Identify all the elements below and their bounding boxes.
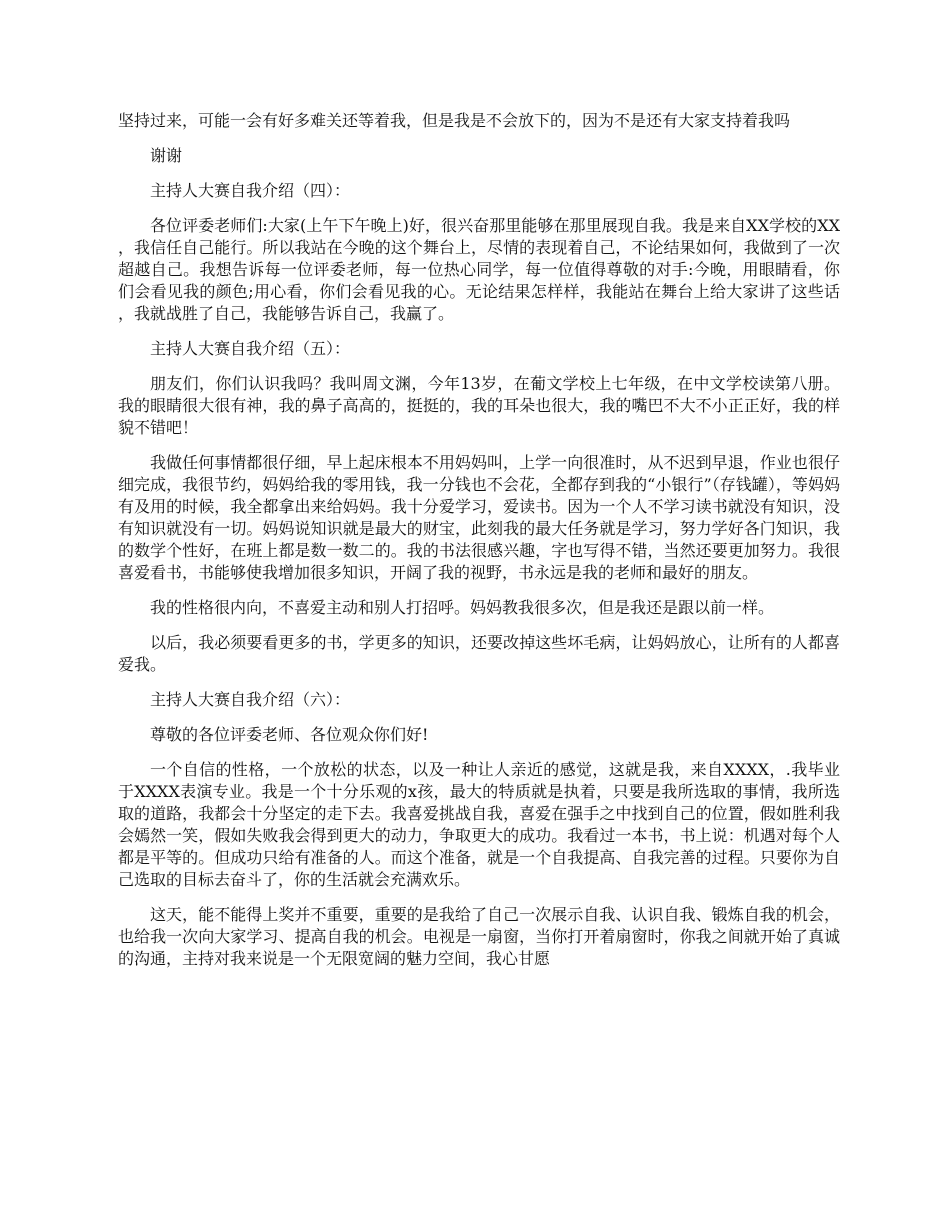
paragraph: 一个自信的性格，一个放松的状态，以及一种让人亲近的感觉，这就是我，来自XXXX，.我毕业于XXXX表演专业。我是一个十分乐观的x孩，最大的特质就是执着，只要是我所选取的事情，我所选取的道路，我都会十分坚定的走下去。我喜爱挑战自我，喜爱在强手之中找到自己的位置，假如胜利我会嫣然一笑，假如失败我会得到更大的动力，争取更大的成功。我看过一本书，书上说：机遇对每个人都是平等的。但成功只给有准备的人。而这个准备，就是一个自我提高、自我完善的过程。只要你为自己选取的目标去奋斗了，你的生活就会充满欢乐。 bbox=[118, 760, 840, 889]
document-body bbox=[118, 110, 840, 983]
paragraph: 这天，能不能得上奖并不重要，重要的是我给了自己一次展示自我、认识自我、锻炼自我的机会，也给我一次向大家学习、提高自我的机会。电视是一扇窗，当你打开着扇窗时，你我之间就开始了真诚的沟通，主持对我来说是一个无限宽阔的魅力空间，我心甘愿 bbox=[118, 905, 840, 968]
section-heading-4: 主持人大赛自我介绍（四）： bbox=[150, 181, 351, 200]
paragraph-thanks: 谢谢 bbox=[150, 146, 183, 165]
paragraph: 朋友们，你们认识我吗？我叫周文渊，今年13岁，在葡文学校上七年级，在中文学校读第八册。我的眼睛很大很有神，我的鼻子高高的，挺挺的，我的耳朵也很大，我的嘴巴不大不小正正好，我的样貌不错吧！ bbox=[118, 374, 840, 437]
section-heading-6: 主持人大赛自我介绍（六）： bbox=[150, 690, 351, 709]
paragraph: 我的性格很内向，不喜爱主动和别人打招呼。妈妈教我很多次，但是我还是跟以前一样。 bbox=[150, 598, 775, 617]
section-heading-5: 主持人大赛自我介绍（五）： bbox=[150, 339, 351, 358]
paragraph: 各位评委老师们:大家(上午下午晚上)好，很兴奋那里能够在那里展现自我。我是来自XX学校的XX，我信任自己能行。所以我站在今晚的这个舞台上，尽情的表现着自己，不论结果如何，我做到了一次超越自己。我想告诉每一位评委老师，每一位热心同学，每一位值得尊敬的对手:今晚，用眼睛看，你们会看见我的颜色;用心看，你们会看见我的心。无论结果怎样样，我能站在舞台上给大家讲了这些话，我就战胜了自己，我能够告诉自己，我赢了。 bbox=[118, 216, 840, 323]
paragraph: 我做任何事情都很仔细，早上起床根本不用妈妈叫，上学一向很准时，从不迟到早退，作业也很仔细完成，我很节约，妈妈给我的零用钱，我一分钱也不会花，全都存到我的“小银行”（存钱罐），等妈妈有及用的时候，我全都拿出来给妈妈。我十分爱学习，爱读书。因为一个人不学习读书就没有知识，没有知识就没有一切。妈妈说知识就是最大的财宝，此刻我的最大任务就是学习，努力学好各门知识，我的数学个性好，在班上都是数一数二的。我的书法很感兴趣，字也写得不错，当然还要更加努力。我很喜爱看书，书能够使我增加很多知识，开阔了我的视野，书永远是我的老师和最好的朋友。 bbox=[118, 453, 840, 582]
paragraph-continuation: 坚持过来，可能一会有好多难关还等着我，但是我是不会放下的，因为不是还有大家支持着我吗 bbox=[118, 111, 791, 130]
paragraph: 以后，我必须要看更多的书，学更多的知识，还要改掉这些坏毛病，让妈妈放心，让所有的人都喜爱我。 bbox=[118, 633, 840, 674]
paragraph-greeting: 尊敬的各位评委老师、各位观众你们好! bbox=[150, 725, 429, 744]
